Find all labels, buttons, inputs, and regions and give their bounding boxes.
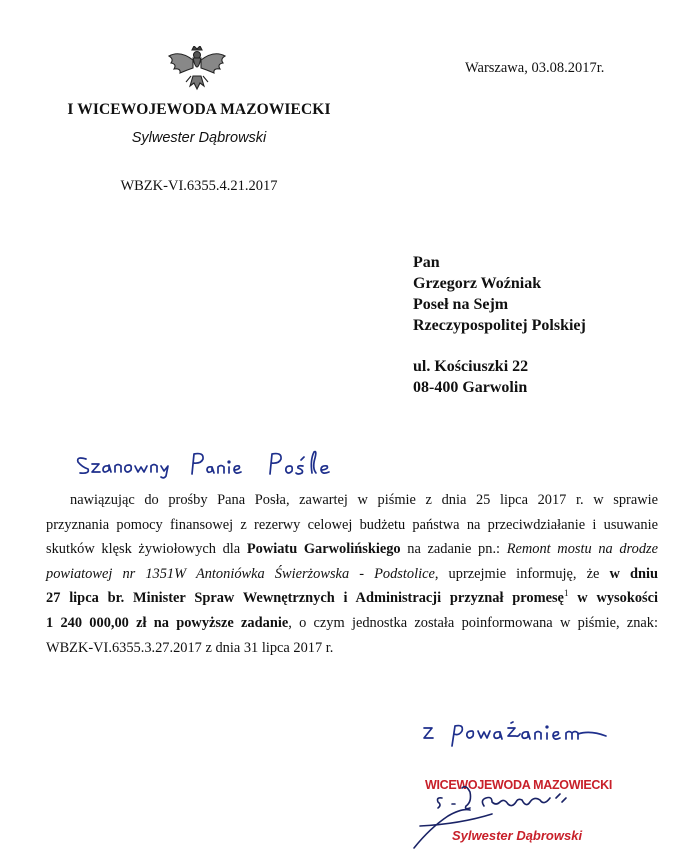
addressee-street: ul. Kościuszki 22 xyxy=(413,358,529,375)
addressee-name: Grzegorz Woźniak xyxy=(413,275,542,292)
handwritten-closing xyxy=(420,706,610,750)
body-line: powiatowej nr 1351W Antoniówka Świerżowska - Podstolice, uprzejmie informuję, że w dniu xyxy=(46,565,658,582)
addressee-position: Poseł na Sejm xyxy=(413,296,509,313)
addressee-block xyxy=(413,252,586,398)
body-line: WBZK-VI.6355.3.27.2017 z dnia 31 lipca 2017 r. xyxy=(46,639,334,656)
body-line: 27 lipca br. Minister Spraw Wewnętrznych i Administracji przyznał promesę$^1$ w wysokości xyxy=(46,588,659,607)
stamp-name: Sylwester Dąbrowski xyxy=(452,828,583,843)
addressee-country: Rzeczypospolitej Polskiej xyxy=(413,317,586,334)
office-title: I WICEWOJEWODA MAZOWIECKI xyxy=(67,101,331,118)
officer-name: Sylwester Dąbrowski xyxy=(131,130,267,146)
body-line: 1 240 000,00 zł na powyższe zadanie, o czym jednostka została poinformowana w piśmie, znak: xyxy=(46,614,658,631)
date-line: Warszawa, 03.08.2017r. xyxy=(465,60,605,76)
letter-body xyxy=(46,488,658,660)
polish-eagle-emblem-icon xyxy=(166,46,228,96)
salutation-text: Szanowny Panie Pośle xyxy=(72,440,82,441)
body-line: nawiązując do prośby Pana Posła, zawartej w piśmie z dnia 25 lipca 2017 r. w sprawie xyxy=(70,492,658,508)
closing-text: z poważaniem xyxy=(420,706,426,707)
body-line: skutków klęsk żywiołowych dla Powiatu Garwolińskiego na zadanie pn.: Remont mostu na drodze xyxy=(46,541,659,558)
handwritten-salutation xyxy=(72,440,352,480)
addressee-salutation-word: Pan xyxy=(413,254,440,271)
addressee-city: 08-400 Garwolin xyxy=(413,379,528,396)
reference-number: WBZK-VI.6355.4.21.2017 xyxy=(120,178,278,194)
stamp-title: WICEWOJEWODA MAZOWIECKI xyxy=(425,778,613,792)
body-line: przyznania pomocy finansowej z rezerwy celowej budżetu państwa na przeciwdziałanie i usuwanie xyxy=(46,516,658,533)
